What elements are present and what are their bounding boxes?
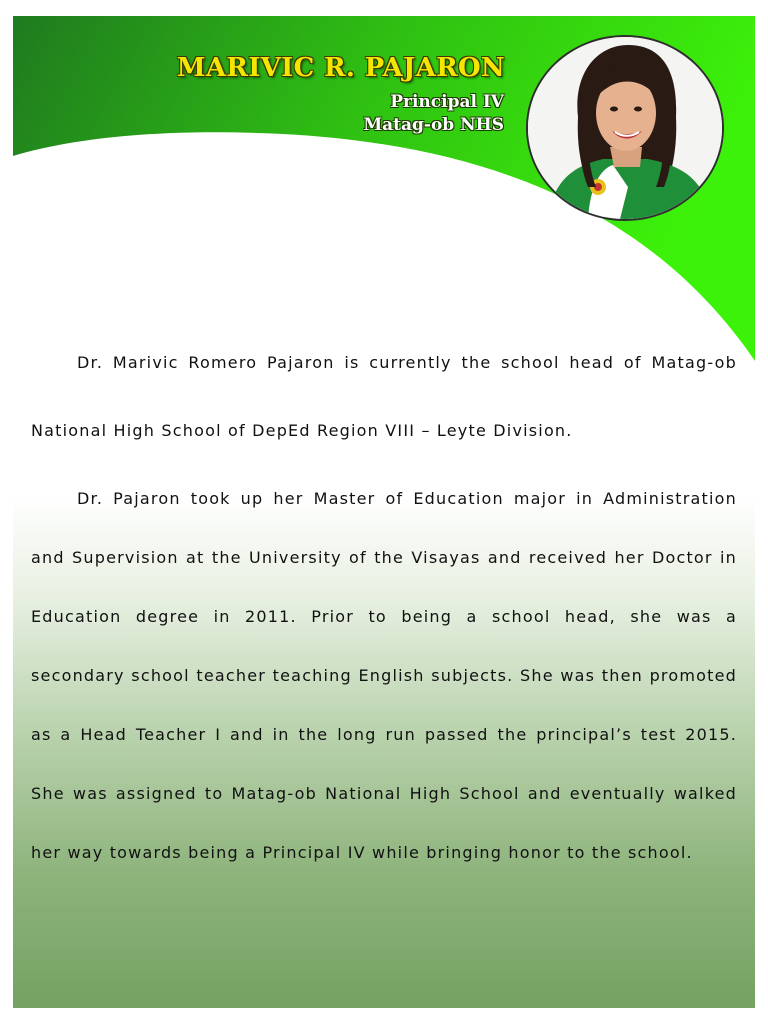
biography [31, 329, 737, 882]
profile-page [13, 16, 755, 1008]
school-name: Matag-ob NHS [363, 115, 504, 135]
profile-photo [526, 35, 724, 221]
person-name: MARIVIC R. PAJARON [176, 53, 505, 83]
bio-paragraph-1: Dr. Marivic Romero Pajaron is currently the school head of Matag-ob National High School of DepEd Region VIII – Leyte Division. [31, 353, 737, 440]
portrait-illustration [528, 37, 722, 219]
position-title: Principal IV [390, 92, 504, 112]
bio-paragraph-2: Dr. Pajaron took up her Master of Education major in Administration and Supervision at the University of the Visayas and received her Doctor in Education degree in 2011. Prior to being a school head, she was a secondary school teacher teaching English subjects. She was then promoted as a Head Teacher I and in the long run passed the principal’s test 2015. She was assigned to Matag-ob National High School and eventually walked her way towards being a Principal IV while bringing honor to the school. [31, 489, 737, 862]
